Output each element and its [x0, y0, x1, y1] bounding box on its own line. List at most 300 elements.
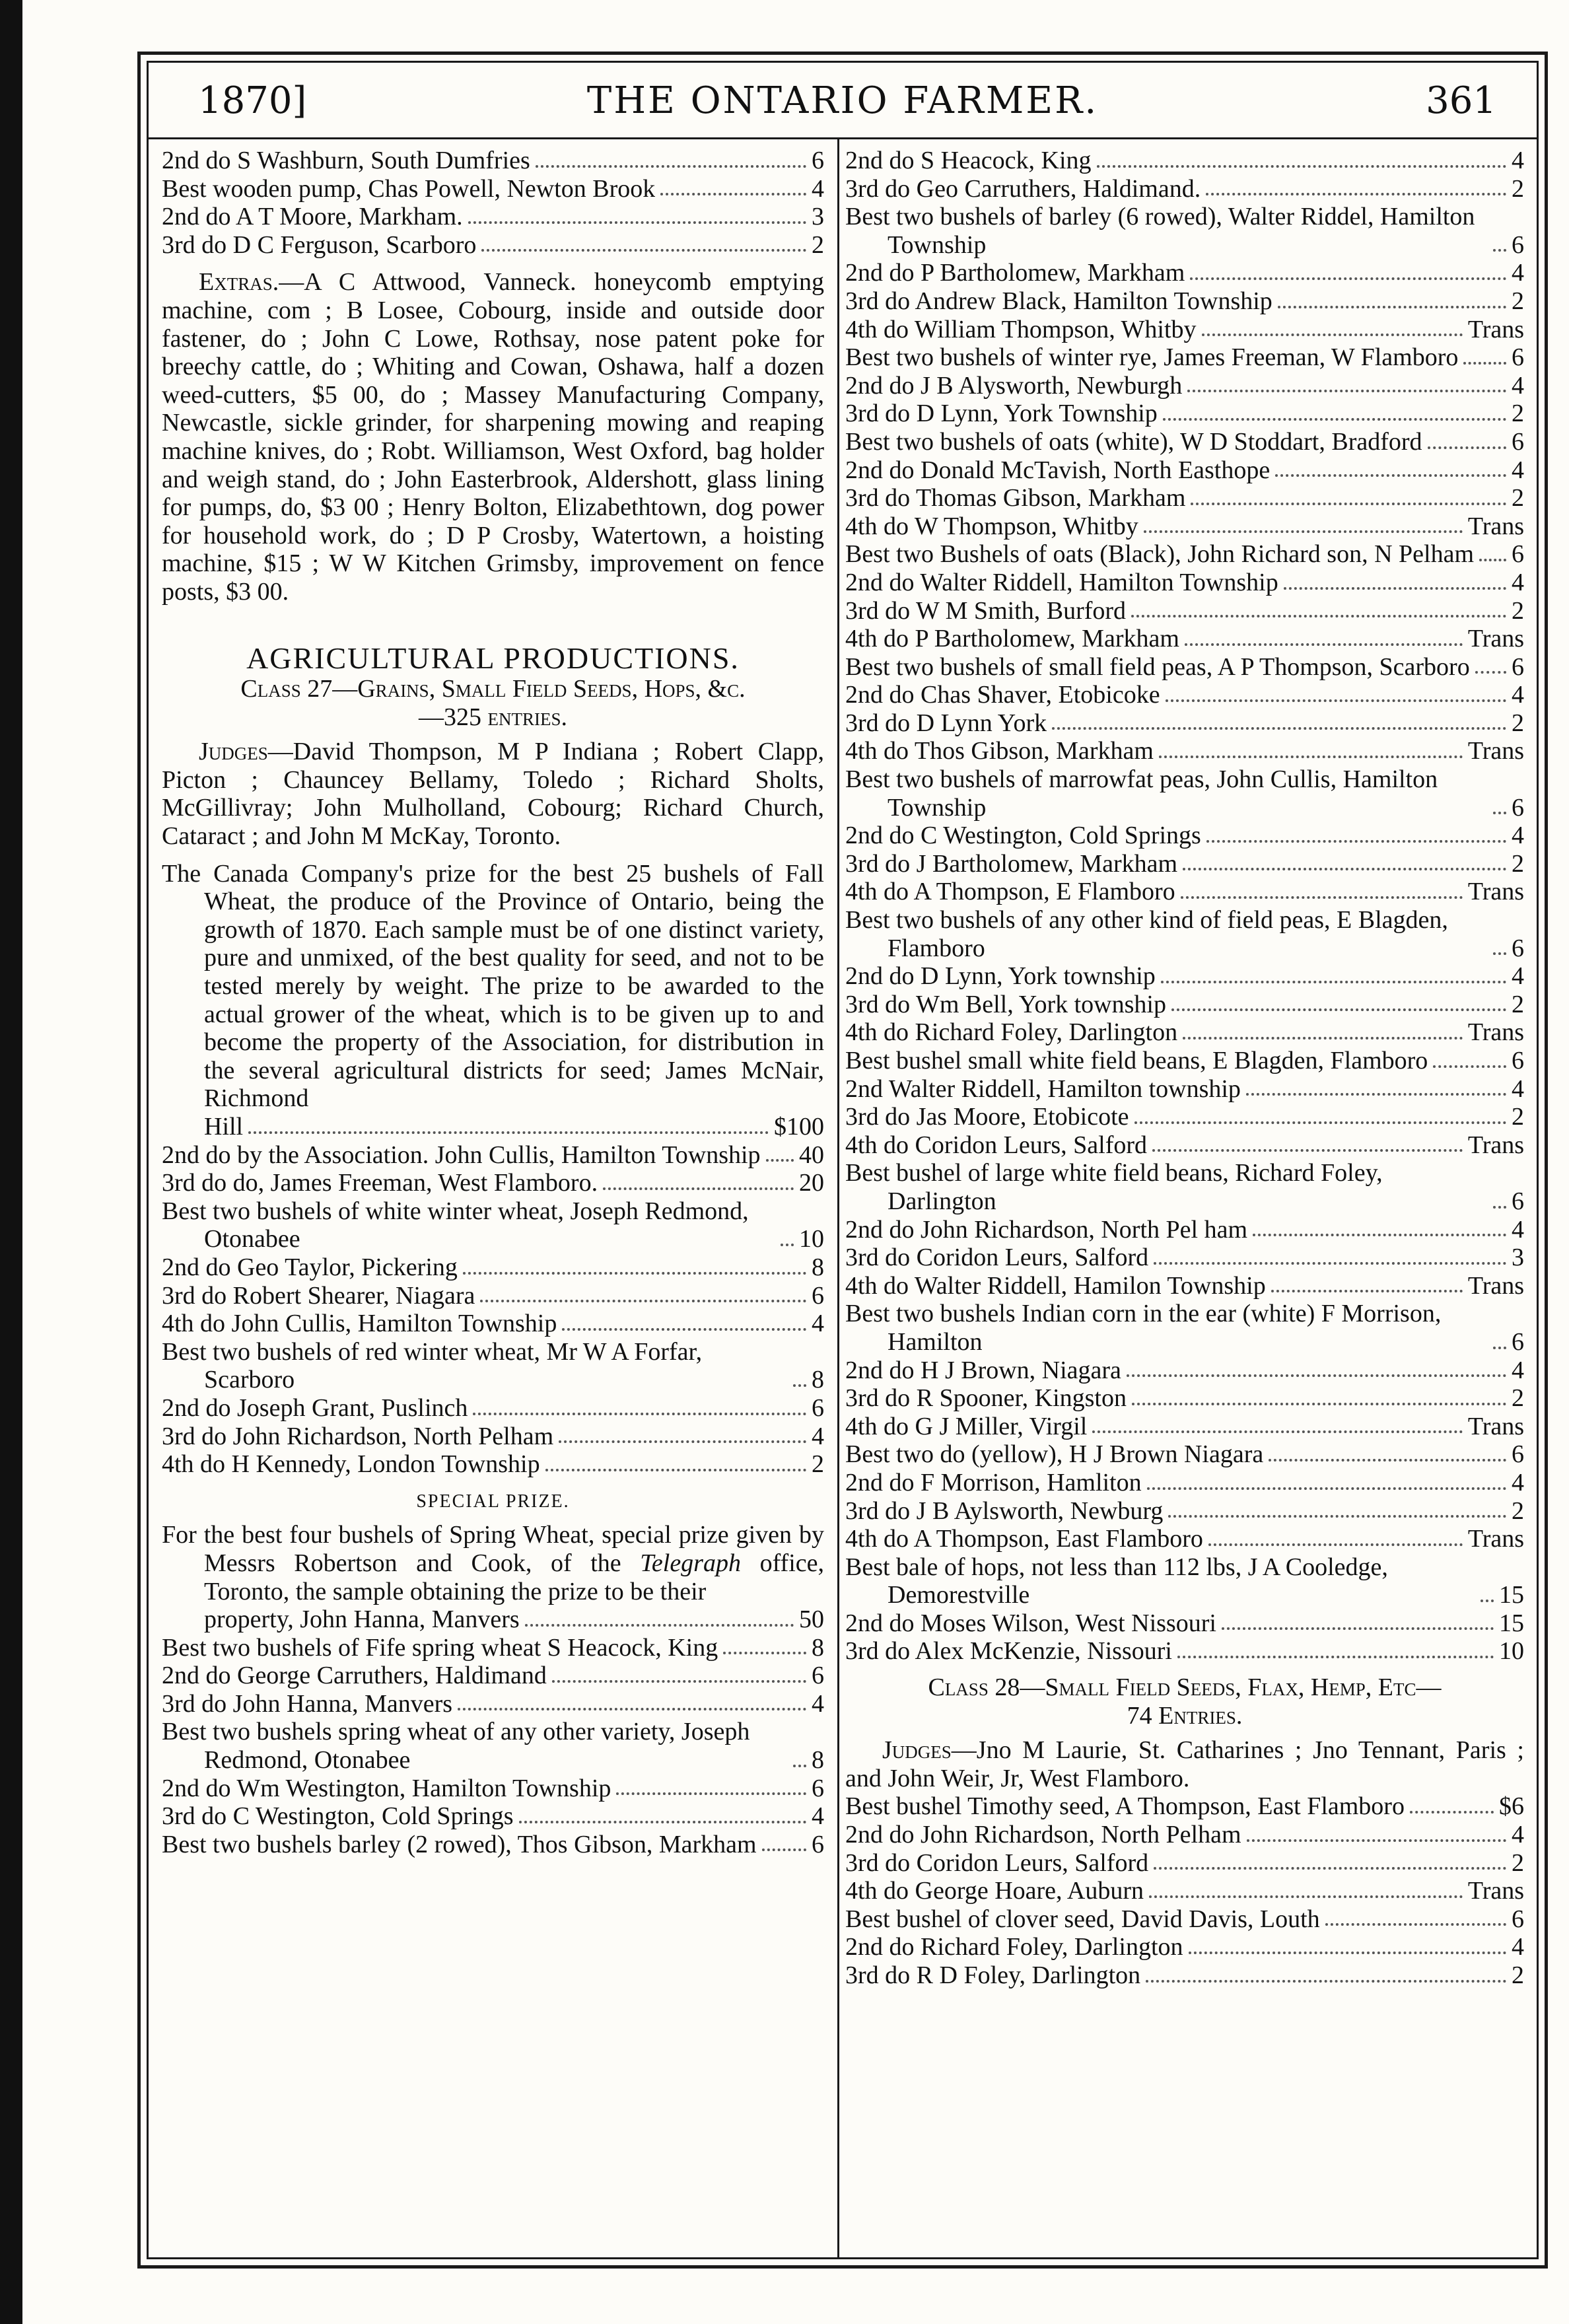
prize-entry [845, 765, 1524, 822]
entry-text: Best two bushels of winter rye, James Freeman, W Flamboro [845, 343, 1459, 372]
prize-entry [845, 1440, 1524, 1469]
entry-value: 3 [1512, 1244, 1524, 1272]
prize-entry [845, 569, 1524, 597]
entry-text: 3rd do R D Foley, Darlington [845, 1961, 1141, 1989]
entry-value: 2 [1512, 400, 1524, 428]
entry-value: 15 [1499, 1581, 1524, 1609]
entry-text: 3rd do D Lynn York [845, 709, 1047, 737]
entry-text: 2nd do John Richardson, North Pel ham [845, 1215, 1248, 1244]
prize-entry [162, 203, 824, 231]
leader-dots [1463, 362, 1506, 365]
leader-dots [1493, 1347, 1506, 1349]
leader-dots [1144, 530, 1463, 533]
entry-value: 10 [799, 1225, 824, 1253]
prize-entry [845, 1075, 1524, 1104]
entry-text: 4th do W Thompson, Whitby [845, 512, 1138, 540]
leader-dots [1206, 840, 1506, 843]
prize-entry [845, 1272, 1524, 1300]
entry-text: 2nd do Donald McTavish, North Easthope [845, 456, 1271, 484]
canada-company-prize-text: The Canada Company's prize for the best 25 bushels of Fall Wheat, the produce of the Province of Ontario, being the growth of 1870. Each sample must be of one distinct variety, pure and unmixed, of the best quality for seed, and not to be tested merely by weight. The prize to be awarded to the actual grower of the wheat, which is to be given up to and become the property of the Association, for distribution in the several agricultural districts for seed; James McNair, Richmond [162, 859, 824, 1113]
canada-company-prize-entry [162, 1113, 824, 1141]
right-top-entries [845, 147, 1524, 1666]
prize-entry [162, 1775, 824, 1803]
prize-entry [162, 1394, 824, 1423]
leader-dots [562, 1328, 806, 1331]
prize-entry [845, 709, 1524, 738]
prize-entry [162, 1634, 824, 1662]
leader-dots [1191, 503, 1506, 505]
entry-value: 2 [1512, 1103, 1524, 1131]
prize-entry [845, 1356, 1524, 1385]
entry-text: 4th do G J Miller, Virgil [845, 1412, 1088, 1440]
entry-value: 6 [1512, 793, 1524, 822]
leader-dots [1206, 193, 1506, 195]
entry-value: 6 [1512, 652, 1524, 681]
extras-paragraph [162, 268, 824, 606]
entry-value: 8 [812, 1746, 824, 1775]
leader-dots [519, 1821, 806, 1823]
entry-value: Trans [1467, 878, 1524, 906]
entry-value: Trans [1467, 315, 1524, 343]
prize-entry [845, 1384, 1524, 1413]
entry-text: 4th do Richard Foley, Darlington [845, 1018, 1178, 1047]
entry-value: 2 [1512, 174, 1524, 203]
entry-value: 6 [812, 1830, 824, 1858]
entry-text: 3rd do J B Aylsworth, Newburg [845, 1497, 1164, 1525]
entry-text: Best two bushels of marrowfat peas, John Cullis, Hamilton Township [845, 765, 1438, 822]
leader-dots [1092, 1430, 1462, 1433]
entry-text: Best bale of hops, not less than 112 lbs, J A Cooledge, Demorestville [845, 1553, 1388, 1609]
entry-value: Trans [1467, 737, 1524, 765]
left-bottom-entries [162, 1634, 824, 1859]
special-text-part-2: office, Toronto, the sample obtaining the prize to be their [204, 1549, 824, 1605]
prize-entry [845, 1933, 1524, 1961]
entry-text: Best two bushels of barley (6 rowed), Walter Riddel, Hamilton Township [845, 203, 1475, 259]
prize-entry [845, 681, 1524, 709]
entry-text: 4th do Thos Gibson, Markham [845, 737, 1154, 765]
entry-value: 2 [1512, 1497, 1524, 1525]
leader-dots [545, 1469, 806, 1471]
leader-dots [1147, 1487, 1506, 1490]
prize-entry [162, 1450, 824, 1479]
prize-entry [162, 1662, 824, 1690]
leader-dots [480, 1300, 806, 1302]
leader-dots [793, 1765, 806, 1767]
prize-entry [845, 1849, 1524, 1878]
extras-text: —A C Attwood, Vanneck. honeycomb emptying machine, com ; B Losee, Cobourg, inside and outside door fastener, do ; John C Lowe, Rothsay, nose patent poke for breechy cattle, do ; Whiting and Cowan, Oshawa, half a dozen weed-cutters, $5 00, do ; Massey Manufacturing Company, Newcastle, sickle grinder, for sharpening mowing and reaping machine knives, do ; Robt. Williamson, West Oxford, bag holder and weigh stand, do ; John Easterbrook, Aldershott, glass lining for pumps, do, $3 00 ; Henry Bolton, Elizabethtown, dog power for household work, do ; D P Crosby, Watertown, a hoisting machine, $15 ; W W Kitchen Grimsby, improvement on fence posts, $3 00. [162, 268, 824, 606]
entry-text: 3rd do W M Smith, Burford [845, 596, 1127, 625]
entry-text: Best bushel of large white field beans, Richard Foley, Darlington [845, 1159, 1383, 1215]
entry-value: 4 [1512, 1356, 1524, 1384]
entry-text: 3rd do Coridon Leurs, Salford [845, 1849, 1149, 1877]
prize-entry [845, 1821, 1524, 1849]
header-page-number: 361 [1426, 79, 1496, 122]
entry-text: Best two bushels of Fife spring wheat S Heacock, King [162, 1633, 718, 1662]
entry-text: 4th do P Bartholomew, Markham [845, 625, 1179, 653]
prize-entry [162, 1802, 824, 1831]
header-year: 1870] [198, 79, 307, 122]
entry-value: 2 [812, 1450, 824, 1479]
leader-dots [1190, 277, 1506, 280]
leader-dots [1131, 615, 1506, 617]
leader-dots [552, 1680, 806, 1683]
leader-dots [1247, 1839, 1506, 1842]
entry-text: 4th do Coridon Leurs, Salford [845, 1131, 1148, 1159]
section-title: AGRICULTURAL PRODUCTIONS. [246, 641, 740, 675]
entry-text: 2nd do Joseph Grant, Puslinch [162, 1393, 468, 1422]
entry-text: 2nd do J B Alysworth, Newburgh [845, 371, 1183, 400]
entry-text: 2nd do F Morrison, Hamliton [845, 1468, 1142, 1497]
leader-dots [1271, 1290, 1463, 1292]
entry-text: 2nd do Geo Taylor, Pickering [162, 1253, 458, 1281]
leader-dots [1132, 1403, 1506, 1405]
left-column [162, 147, 824, 1858]
entry-value: 6 [812, 147, 824, 174]
prize-entry [845, 1961, 1524, 1990]
entry-value: 4 [812, 1802, 824, 1831]
entry-value: 2 [812, 230, 824, 259]
special-text-italic: Telegraph [640, 1549, 741, 1577]
entry-text: Hill [204, 1113, 244, 1141]
entry-text: 3rd do R Spooner, Kingston [845, 1384, 1127, 1413]
entry-text: Best two bushels barley (2 rowed), Thos Gibson, Markham [162, 1830, 757, 1858]
entry-value: 4 [1512, 962, 1524, 991]
entry-value: 2 [1512, 709, 1524, 737]
leader-dots [1134, 1121, 1506, 1124]
prize-entry [845, 625, 1524, 653]
prize-entry [845, 456, 1524, 485]
entry-value: 4 [1512, 681, 1524, 709]
entry-text: Best two bushels of small field peas, A P Thompson, Scarboro [845, 652, 1470, 681]
leader-dots [1163, 418, 1506, 421]
leader-dots [1149, 1895, 1463, 1898]
leader-dots [463, 1272, 806, 1275]
prize-entry [845, 1131, 1524, 1160]
prize-entry [845, 1553, 1524, 1609]
prize-entry [845, 287, 1524, 316]
prize-entry [845, 400, 1524, 428]
entry-value: 6 [1512, 1327, 1524, 1356]
entry-text: 3rd do Coridon Leurs, Salford [845, 1244, 1149, 1272]
left-mid-entries [162, 1141, 824, 1479]
prize-entry [845, 203, 1524, 259]
entry-value: 4 [812, 174, 824, 203]
entry-text: 2nd do Richard Foley, Darlington [845, 1933, 1183, 1961]
entry-value: Trans [1467, 625, 1524, 653]
leader-dots [1181, 896, 1463, 899]
entry-value: 15 [1499, 1609, 1524, 1637]
leader-dots [1253, 1234, 1506, 1236]
entry-text: 3rd do Wm Bell, York township [845, 990, 1166, 1018]
entry-value: 40 [799, 1141, 824, 1169]
prize-entry [162, 175, 824, 203]
column-divider [837, 137, 839, 2259]
entry-value: 2 [1512, 596, 1524, 625]
entry-value: 6 [1512, 1047, 1524, 1074]
leader-dots [1166, 699, 1506, 702]
prize-entry [162, 1338, 824, 1394]
entry-text: Best two bushels of oats (white), W D Stoddart, Bradford [845, 427, 1422, 456]
entry-value: 2 [1512, 1961, 1524, 1989]
entry-text: 2nd do by the Association. John Cullis, Hamilton Township [162, 1141, 761, 1169]
entry-value: Trans [1467, 1412, 1524, 1440]
leader-dots [248, 1131, 769, 1134]
entry-text: 3rd do John Richardson, North Pelham [162, 1422, 554, 1450]
prize-entry [845, 372, 1524, 400]
entry-text: Best bushel small white field beans, E Blagden, Flamboro [845, 1047, 1428, 1074]
leader-dots [781, 1244, 794, 1246]
entry-value: 6 [812, 1774, 824, 1802]
entry-value: 4 [812, 1689, 824, 1718]
prize-entry [845, 147, 1524, 175]
leader-dots [793, 1384, 806, 1387]
prize-entry [845, 259, 1524, 287]
judges-paragraph [162, 738, 824, 850]
leader-dots [1161, 981, 1506, 983]
leader-dots [1246, 1093, 1506, 1096]
prize-entry [845, 597, 1524, 625]
class-28-judges [845, 1736, 1524, 1792]
prize-entry [845, 1103, 1524, 1131]
prize-entry [845, 428, 1524, 456]
leader-dots [1275, 474, 1506, 477]
leader-dots [1152, 1149, 1463, 1152]
leader-dots [1493, 952, 1506, 955]
left-top-entries [162, 147, 824, 259]
entry-text: 3rd do Robert Shearer, Niagara [162, 1281, 475, 1310]
entry-value: Trans [1467, 1018, 1524, 1047]
judges-label: Judges [882, 1736, 952, 1765]
entry-text: Best two Bushels of oats (Black), John Richard son, N Pelham [845, 540, 1475, 569]
entry-value: Trans [1467, 512, 1524, 540]
leader-dots [525, 1624, 794, 1627]
right-bottom-entries [845, 1792, 1524, 1989]
entry-value: 4 [1512, 1933, 1524, 1961]
leader-dots [1493, 812, 1506, 814]
entry-text: 2nd do George Carruthers, Haldimand [162, 1662, 547, 1690]
entry-value: 8 [812, 1366, 824, 1394]
leader-dots [536, 165, 806, 168]
prize-entry [845, 540, 1524, 569]
prize-entry [845, 1469, 1524, 1497]
leader-dots [468, 221, 806, 224]
entry-value: 10 [1499, 1637, 1524, 1666]
entry-value: 6 [1512, 540, 1524, 569]
prize-entry [162, 1423, 824, 1451]
entry-text: 4th do H Kennedy, London Township [162, 1450, 540, 1479]
entry-value: 4 [1512, 822, 1524, 850]
prize-entry [845, 484, 1524, 512]
leader-dots [616, 1792, 806, 1795]
leader-dots [1410, 1811, 1494, 1813]
prize-entry [845, 1413, 1524, 1441]
prize-entry [845, 1216, 1524, 1244]
leader-dots [1185, 643, 1463, 646]
prize-entry [162, 147, 824, 175]
entry-text: 3rd do Alex McKenzie, Nissouri [845, 1637, 1172, 1666]
entry-value: 4 [1512, 371, 1524, 400]
entry-text: 4th do A Thompson, East Flamboro [845, 1525, 1203, 1553]
leader-dots [762, 1849, 806, 1851]
prize-entry [162, 1310, 824, 1338]
entry-text: 2nd do John Richardson, North Pelham [845, 1821, 1241, 1849]
entry-value: 2 [1512, 1384, 1524, 1413]
entry-value: 6 [812, 1393, 824, 1422]
class-28-entries: 74 Entries. [1127, 1701, 1243, 1730]
entry-text: 2nd do S Washburn, South Dumfries [162, 147, 530, 174]
prize-entry [845, 1905, 1524, 1934]
judges-label: Judges [199, 738, 268, 766]
entry-value: Trans [1467, 1877, 1524, 1905]
leader-dots [1187, 390, 1506, 392]
leader-dots [1428, 446, 1506, 449]
entry-text: 4th do William Thompson, Whitby [845, 315, 1197, 343]
entry-value: 4 [1512, 568, 1524, 596]
leader-dots [1475, 671, 1506, 674]
entry-value: 2 [1512, 849, 1524, 878]
entry-text: Best two bushels of white winter wheat, Joseph Redmond, Otonabee [162, 1197, 749, 1253]
prize-entry [845, 653, 1524, 682]
entry-value: 4 [1512, 456, 1524, 484]
prize-entry [162, 1718, 824, 1774]
special-prize-text [162, 1521, 824, 1605]
right-column [845, 147, 1524, 1990]
leader-dots [1146, 1980, 1506, 1983]
prize-entry [845, 1609, 1524, 1638]
entry-value: 8 [812, 1253, 824, 1281]
class-27-heading: Class 27—Grains, Small Field Seeds, Hops, &c. [240, 675, 746, 703]
leader-dots [1493, 249, 1506, 252]
entry-text: 2nd do H J Brown, Niagara [845, 1356, 1121, 1384]
leader-dots [473, 1413, 806, 1415]
prize-entry [845, 1300, 1524, 1356]
leader-dots [1202, 334, 1463, 336]
entry-text: Best wooden pump, Chas Powell, Newton Brook [162, 174, 656, 203]
entry-value: 2 [1512, 287, 1524, 315]
prize-entry [845, 343, 1524, 372]
leader-dots [1168, 1515, 1506, 1518]
entry-text: Best two bushels Indian corn in the ear (white) F Morrison, Hamilton [845, 1300, 1442, 1356]
leader-dots [1183, 868, 1506, 870]
entry-text: 3rd do do, James Freeman, West Flamboro. [162, 1169, 598, 1197]
entry-value: 4 [1512, 1468, 1524, 1497]
entry-text: 2nd Walter Riddell, Hamilton township [845, 1074, 1241, 1103]
prize-entry [162, 1690, 824, 1718]
leader-dots [1325, 1923, 1506, 1926]
leader-dots [723, 1652, 806, 1654]
class-28-heading: Class 28—Small Field Seeds, Flax, Hemp, Etc— [928, 1673, 1442, 1702]
entry-text: 3rd do D C Ferguson, Scarboro [162, 230, 477, 259]
class-27-entries: —325 entries. [419, 703, 567, 731]
leader-dots [481, 249, 806, 252]
entry-text: 4th do A Thompson, E Flamboro [845, 878, 1175, 906]
leader-dots [1493, 1206, 1506, 1209]
prize-entry [845, 316, 1524, 344]
entry-value: 4 [1512, 259, 1524, 287]
leader-dots [1189, 1952, 1506, 1954]
leader-dots [559, 1440, 806, 1443]
leader-dots [1052, 727, 1506, 730]
entry-text: 2nd do A T Moore, Markham. [162, 203, 463, 231]
entry-text: 3rd do C Westington, Cold Springs [162, 1802, 514, 1831]
leader-dots [1208, 1543, 1463, 1546]
entry-value: 6 [1512, 1187, 1524, 1215]
prize-entry [845, 906, 1524, 962]
entry-value: 2 [1512, 484, 1524, 512]
prize-entry [845, 1159, 1524, 1215]
leader-dots [1097, 165, 1506, 168]
entry-text: 3rd do Geo Carruthers, Haldimand. [845, 174, 1201, 203]
prize-entry [162, 1282, 824, 1310]
prize-entry [845, 878, 1524, 906]
prize-entry [162, 1141, 824, 1170]
entry-value: 2 [1512, 990, 1524, 1018]
prize-entry [845, 1525, 1524, 1553]
entry-value: 4 [812, 1422, 824, 1450]
entry-value: Trans [1467, 1271, 1524, 1300]
entry-value: 4 [812, 1310, 824, 1338]
leader-dots [766, 1159, 794, 1162]
prize-entry [845, 822, 1524, 850]
scan-binding-edge [0, 0, 22, 2324]
prize-entry [845, 512, 1524, 541]
entry-value: 6 [1512, 343, 1524, 372]
leader-dots [660, 193, 806, 195]
leader-dots [1222, 1627, 1494, 1630]
leader-dots [1127, 1374, 1506, 1377]
leader-dots [1278, 306, 1506, 308]
entry-text: Best two do (yellow), H J Brown Niagara [845, 1440, 1264, 1469]
leader-dots [1154, 1867, 1506, 1870]
entry-text: 3rd do Thomas Gibson, Markham [845, 484, 1186, 512]
prize-entry [162, 1831, 824, 1859]
entry-value: 50 [799, 1605, 824, 1634]
prize-entry [845, 1047, 1524, 1075]
special-text-part-1: For the best four bushels of Spring Wheat, special prize given by Messrs Robertson and Cook, of the [162, 1521, 824, 1577]
leader-dots [1183, 1037, 1463, 1039]
entry-text: 3rd do J Bartholomew, Markham [845, 849, 1178, 878]
entry-value: 3 [812, 203, 824, 231]
special-prize-entry [162, 1605, 824, 1634]
prize-entry [845, 850, 1524, 878]
entry-text: 2nd do Walter Riddell, Hamilton Township [845, 568, 1278, 596]
entry-value: 6 [1512, 934, 1524, 962]
leader-dots [1159, 756, 1463, 758]
entry-text: 4th do John Cullis, Hamilton Township [162, 1310, 557, 1338]
entry-text: 4th do Walter Riddell, Hamilon Township [845, 1271, 1266, 1300]
entry-text: 3rd do John Hanna, Manvers [162, 1689, 453, 1718]
prize-entry [845, 962, 1524, 991]
entry-text: 2nd do C Westington, Cold Springs [845, 822, 1201, 850]
header-rule [147, 137, 1539, 139]
entry-value: 2 [1512, 1849, 1524, 1877]
entry-value: 4 [1512, 1074, 1524, 1103]
leader-dots [603, 1187, 794, 1190]
leader-dots [1433, 1065, 1506, 1068]
entry-value: 6 [1512, 1905, 1524, 1933]
entry-text: 2nd do D Lynn, York township [845, 962, 1156, 991]
entry-value: Trans [1467, 1525, 1524, 1553]
entry-value: 4 [1512, 1215, 1524, 1244]
entry-text: Best two bushels spring wheat of any other variety, Joseph Redmond, Otonabee [162, 1718, 750, 1775]
entry-value: 4 [1512, 1821, 1524, 1849]
leader-dots [1269, 1459, 1506, 1461]
leader-dots [1284, 587, 1506, 590]
special-prize-heading: SPECIAL PRIZE. [416, 1491, 570, 1512]
entry-value: 6 [812, 1662, 824, 1690]
entry-text: 2nd do Wm Westington, Hamilton Township [162, 1774, 611, 1802]
entry-text: Best bushel Timothy seed, A Thompson, East Flamboro [845, 1792, 1405, 1821]
